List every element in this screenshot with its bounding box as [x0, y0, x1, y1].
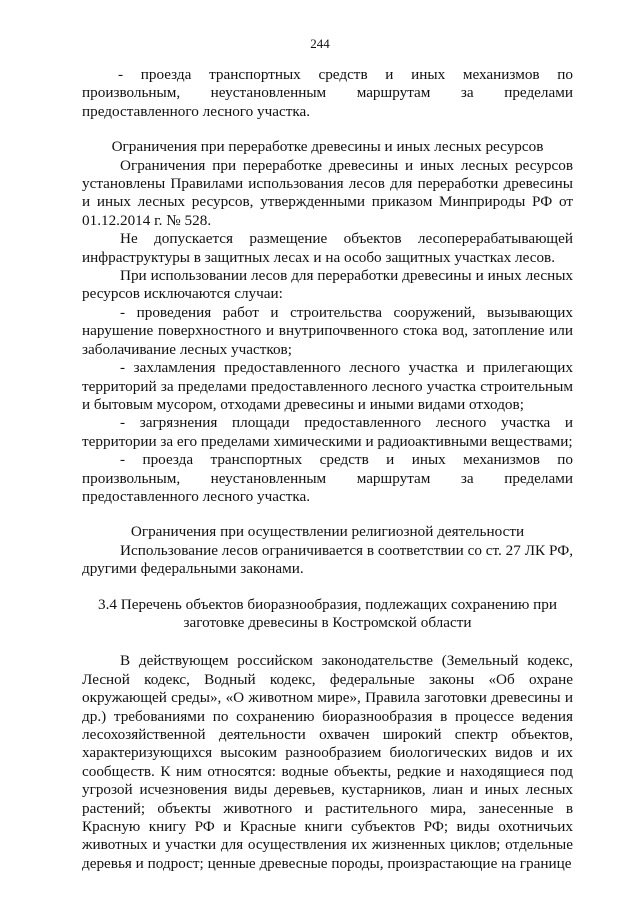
paragraph-infrastructure-ban: Не допускается размещение объектов лесоперерабатывающей инфраструктуры в защитных лесах и на особо защитных участках лесов.: [82, 230, 573, 266]
heading-wood-processing: Ограничения при переработке древесины и иных лесных ресурсов: [111, 138, 544, 156]
page-body: [82, 66, 573, 873]
list-item-pollution: - загрязнения площади предоставленного лесного участка и территории за его пределами химическими и радиоактивными веществами;: [82, 414, 573, 450]
heading-section-3-4-line2: заготовке древесины в Костромской области: [183, 613, 472, 631]
list-item-vehicle-passage: - проезда транспортных средств и иных механизмов по произвольным, неустановленным маршрутам за пределами предоставленного лесного участка.: [82, 451, 573, 505]
paragraph-religious: Использование лесов ограничивается в соответствии со ст. 27 ЛК РФ, другими федеральными законами.: [82, 541, 573, 578]
heading-section-3-4-line1: 3.4 Перечень объектов биоразнообразия, подлежащих сохранению при: [97, 595, 558, 613]
page-number: 244: [310, 36, 330, 51]
paragraph-vehicle-passage: - проезда транспортных средств и иных механизмов по произвольным, неустановленным маршрутам за пределами предоставленного лесного участка.: [82, 66, 573, 120]
paragraph-biodiversity: В действующем российском законодательстве (Земельный кодекс, Лесной кодекс, Водный кодекс, федеральные законы «Об охране окружающей среды», «О животном мире», Правила заготовки древесины и др.) требованиями по сохранению биоразнообразия в процессе ведения лесохозяйственной деятельности охвачен широкий спектр объектов, характеризующихся высоким разнообразием биологических видов и их сообществ. К ним относятся: водные объекты, редкие и находящиеся под угрозой исчезновения виды деревьев, кустарников, лиан и иных лесных растений; объекты животного и растительного мира, занесенные в Красную книгу РФ и Красные книги субъектов РФ; виды охотничьих животных и участки для осуществления их жизненных циклов; отдельные деревья и подрост; ценные древесные породы, произрастающие на границе: [82, 652, 573, 872]
paragraph-excluded-cases: При использовании лесов для переработки древесины и иных лесных ресурсов исключаются случаи:: [82, 267, 573, 303]
heading-section-3-4: [82, 596, 573, 633]
list-item-littering: - захламления предоставленного лесного участка и прилегающих территорий за пределами предоставленного лесного участка строительным и бытовым мусором, отходами древесины и иными видами отходов;: [82, 359, 573, 413]
heading-religious: Ограничения при осуществлении религиозной деятельности: [130, 523, 525, 541]
paragraph-wood-rules: Ограничения при переработке древесины и иных лесных ресурсов установлены Правилами использования лесов для переработки древесины и иных лесных ресурсов, утвержденными приказом Минприроды РФ от 01.12.2014 г. № 528.: [82, 156, 573, 229]
list-item-runoff: - проведения работ и строительства сооружений, вызывающих нарушение поверхностного и внутрипочвенного стока вод, затопление или заболачивание лесных участков;: [82, 303, 573, 358]
